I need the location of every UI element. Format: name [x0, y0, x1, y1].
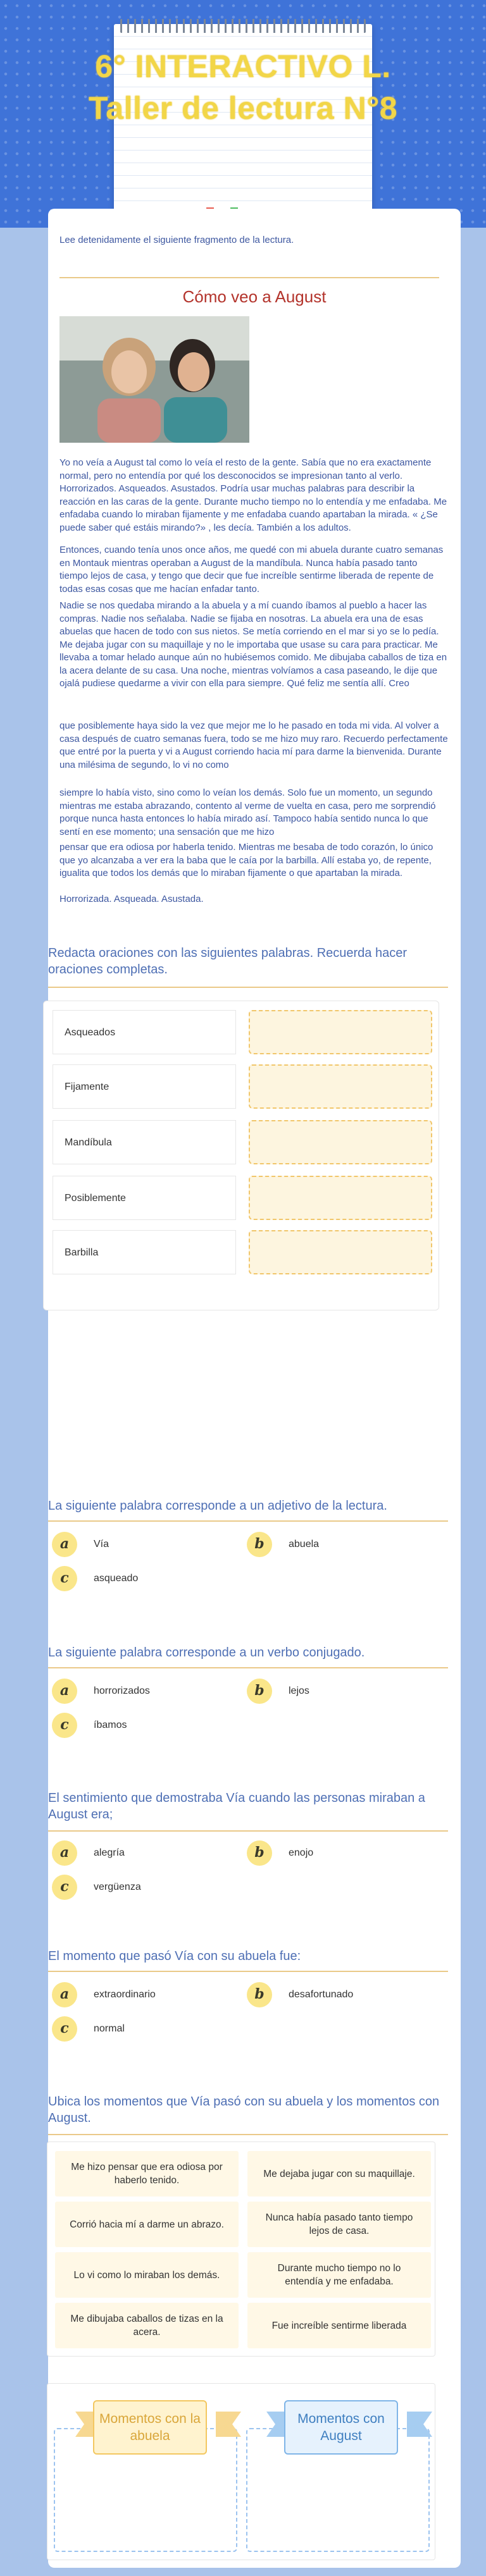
answer-drop-zone[interactable]: [249, 1120, 432, 1164]
option-text: desafortunado: [289, 1989, 354, 2000]
draggable-card[interactable]: Corrió hacia mí a darme un abrazo.: [55, 2202, 239, 2247]
question-title: Redacta oraciones con las siguientes palabras. Recuerda hacer oraciones completas.: [48, 946, 408, 977]
header-banner: [0, 0, 486, 228]
page-title: 6° INTERACTIVO L. Taller de lectura N°8: [88, 49, 398, 126]
word-cell: Barbilla: [53, 1230, 236, 1274]
option-text: alegría: [94, 1847, 125, 1858]
option-text: lejos: [289, 1685, 309, 1696]
option-b[interactable]: [247, 1679, 309, 1704]
option-letter-badge: c: [52, 1875, 77, 1900]
question-title: La siguiente palabra corresponde a un adjetivo de la lectura.: [48, 1499, 387, 1513]
draggable-card[interactable]: Nunca había pasado tanto tiempo lejos de casa.: [247, 2202, 431, 2247]
divider: [48, 2134, 448, 2135]
divider: [48, 987, 448, 988]
option-a[interactable]: [52, 1840, 125, 1866]
divider: [48, 1830, 448, 1832]
option-letter-badge: b: [247, 1532, 272, 1557]
option-letter-badge: a: [52, 1532, 77, 1557]
reading-paragraph: Yo no veía a August tal como lo veía el resto de la gente. Sabía que no era exactamente normal, pero no entendía por qué los desconocidos se impresionan tanto al verlo. Horrorizados. Asqueados. Asustados. Podría usar muchas palabras para describir la reacción en las caras de la gente. Durante mucho tiempo no lo entendía y me enfadaba. Me enfadaba cuando lo miraban fijamente y me enfadaba cuando apartaban la mirada. « ¿Se puede saber qué estáis mirando?» , les decía. También a los adultos.: [59, 457, 447, 533]
question-title: La siguiente palabra corresponde a un verbo conjugado.: [48, 1646, 365, 1660]
category-label-abuela: Momentos con la abuela: [93, 2400, 207, 2455]
option-letter-badge: c: [52, 1566, 77, 1591]
answer-drop-zone[interactable]: [249, 1064, 432, 1109]
option-b[interactable]: [247, 1532, 319, 1557]
girls-photo-illustration: [59, 316, 249, 443]
reading-paragraph: pensar que era odiosa por haberla tenido. Mientras me besaba de todo corazón, lo único que yo alcanzaba a ver era la baba que le caía por la barbilla. Allí estaba yo, de repente, igualita que todos los demás que lo miraban fijamente o que apartaban la mirada.: [59, 842, 433, 878]
notebook-spiral: [120, 19, 366, 33]
option-letter-badge: b: [247, 1982, 272, 2007]
reading-paragraph: que posiblemente haya sido la vez que mejor me lo he pasado en toda mi vida. Al volver a casa después de cuatro semanas fuera, todo se me hizo muy raro. Recuerdo perfectamente que entré por la puerta y vi a August corriendo hacia mí para darme la bienvenida. Durante una milésima de segundo, lo vi no como: [59, 720, 448, 770]
divider: [59, 277, 439, 278]
option-c[interactable]: [52, 1875, 141, 1900]
option-text: asqueado: [94, 1573, 139, 1584]
option-letter-badge: b: [247, 1679, 272, 1704]
option-letter-badge: c: [52, 1713, 77, 1738]
match-table: [43, 1001, 439, 1310]
answer-drop-zone[interactable]: [249, 1230, 432, 1274]
draggable-card[interactable]: Me hizo pensar que era odiosa por haberlo tenido.: [55, 2151, 239, 2197]
option-text: normal: [94, 2023, 125, 2034]
option-c[interactable]: [52, 2016, 125, 2042]
option-letter-badge: a: [52, 1982, 77, 2007]
answer-drop-zone[interactable]: [249, 1010, 432, 1054]
option-text: enojo: [289, 1847, 314, 1858]
draggable-card[interactable]: Me dibujaba caballos de tizas en la acera.: [55, 2303, 239, 2348]
divider: [48, 1971, 448, 1972]
content-card: [48, 209, 461, 2568]
reading-paragraph: Nadie se nos quedaba mirando a la abuela y a mí cuando íbamos al pueblo a hacer las compras. Nadie nos señalaba. Nadie se fijaba en nosotras. La abuela era una de esas abuelas que hacen de todo con sus nietos. Se metía corriendo en el mar si yo se lo pedía. Me dejaba jugar con su maquillaje y no le importaba que usase su cara para practicar. Me llevaba a tomar helado aunque aún no hubiésemos comido. Me dibujaba caballos de tiza en la acera delante de su casa. Una noche, mientras volvíamos a casa paseando, le dije que ojalá pudiese quedarme a vivir con ella para siempre. Qué feliz me sentía allí. Creo: [59, 600, 447, 689]
reading-paragraph: Horrorizada. Asqueada. Asustada.: [59, 894, 204, 904]
category-box: [47, 2383, 435, 2560]
option-text: Vía: [94, 1539, 109, 1550]
reading-paragraph: siempre lo había visto, sino como lo veían los demás. Solo fue un momento, un segundo mientras me estaba abrazando, contento al verme de vuelta en casa, pero me sorprendió porque nunca hasta entonces lo había mirado así. Tampoco había sentido nunca lo que sentí en ese momento; una sensación que me hizo: [59, 787, 436, 837]
draggable-card[interactable]: Lo vi como lo miraban los demás.: [55, 2252, 239, 2298]
divider: [48, 1520, 448, 1522]
option-letter-badge: b: [247, 1840, 272, 1866]
category-label-august: Momentos con August: [284, 2400, 398, 2455]
option-a[interactable]: [52, 1982, 156, 2007]
option-c[interactable]: [52, 1713, 127, 1738]
word-cell: Asqueados: [53, 1010, 236, 1054]
draggable-card[interactable]: Fue increíble sentirme liberada: [247, 2303, 431, 2348]
reading-paragraph: Entonces, cuando tenía unos once años, me quedé con mi abuela durante cuatro semanas en Montauk mientras operaban a August de la mandíbula. Nunca había pasado tanto tiempo lejos de casa, y tengo que decir que fue increíble sentirme liberada de repente de todas esas cosas que me hacían enfadar tanto.: [59, 545, 444, 595]
option-b[interactable]: [247, 1840, 313, 1866]
reading-heading: Lee detenidamente el siguiente fragmento de la lectura.: [59, 235, 294, 245]
option-c[interactable]: [52, 1566, 138, 1591]
option-b[interactable]: [247, 1982, 353, 2007]
option-letter-badge: a: [52, 1840, 77, 1866]
option-text: extraordinario: [94, 1989, 156, 2000]
order-items-box: [47, 2142, 435, 2357]
reading-photo: [59, 316, 249, 443]
answer-drop-zone[interactable]: [249, 1176, 432, 1220]
option-a[interactable]: [52, 1679, 150, 1704]
option-text: horrorizados: [94, 1685, 150, 1696]
divider: [48, 1667, 448, 1668]
option-text: abuela: [289, 1539, 320, 1550]
option-letter-badge: a: [52, 1679, 77, 1704]
option-letter-badge: c: [52, 2016, 77, 2042]
question-title: El momento que pasó Vía con su abuela fue:: [48, 1949, 301, 1963]
reading-title: Cómo veo a August: [182, 287, 327, 306]
option-text: íbamos: [94, 1720, 127, 1730]
option-text: vergüenza: [94, 1882, 141, 1892]
word-cell: Posiblemente: [53, 1176, 236, 1220]
draggable-card[interactable]: Durante mucho tiempo no lo entendía y me enfadaba.: [247, 2252, 431, 2298]
option-a[interactable]: [52, 1532, 109, 1557]
word-cell: Fijamente: [53, 1064, 236, 1109]
question-title: Ubica los momentos que Vía pasó con su abuela y los momentos con August.: [48, 2095, 440, 2125]
ribbon-tail-right: [216, 2412, 241, 2437]
draggable-card[interactable]: Me dejaba jugar con su maquillaje.: [247, 2151, 431, 2197]
ribbon-tail-right: [407, 2412, 432, 2437]
question-title: El sentimiento que demostraba Vía cuando las personas miraban a August era;: [48, 1791, 425, 1821]
word-cell: Mandíbula: [53, 1120, 236, 1164]
